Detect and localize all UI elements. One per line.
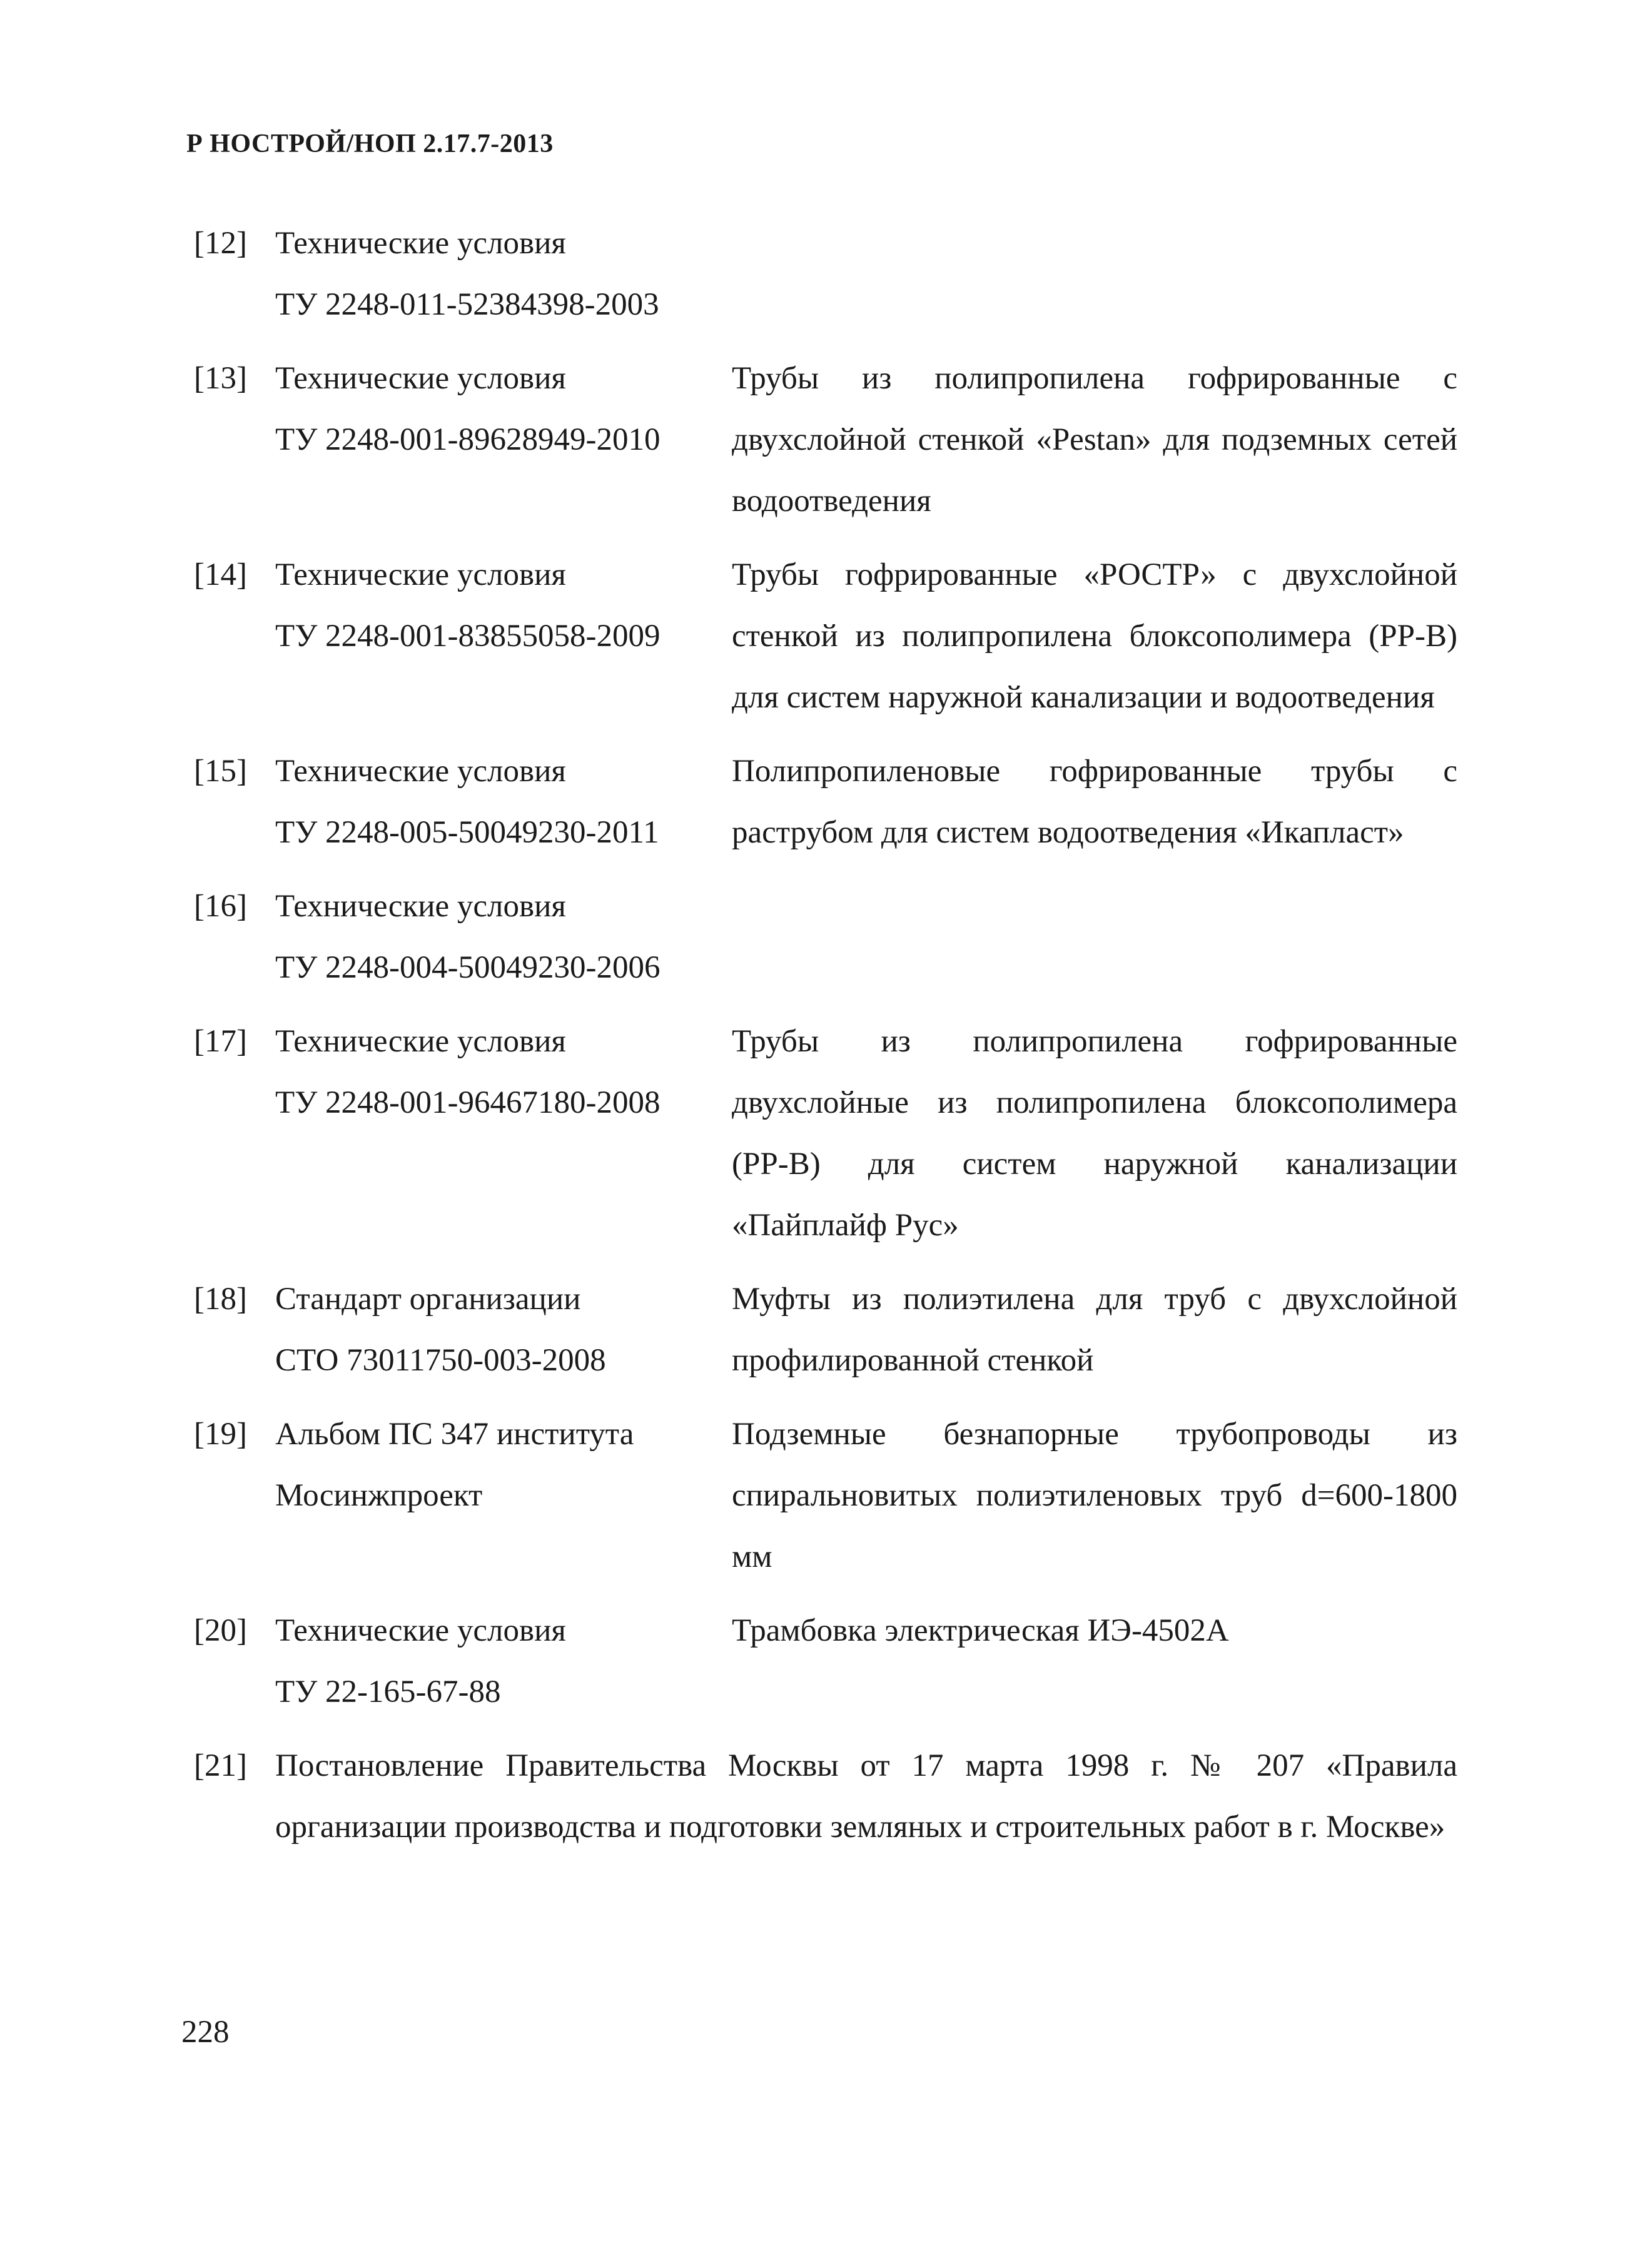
reference-doc-code: ТУ 2248-001-89628949-2010 <box>275 422 661 457</box>
reference-document <box>275 213 732 335</box>
reference-item <box>194 348 1457 532</box>
reference-doc-code: ТУ 2248-004-50049230-2006 <box>275 950 661 985</box>
reference-number: [15] <box>194 754 247 789</box>
reference-item-full-width <box>194 1735 1457 1858</box>
reference-doc-title: Технические условия <box>275 361 566 396</box>
reference-document <box>275 1600 732 1723</box>
reference-doc-title: Технические условия <box>275 1024 566 1059</box>
reference-number: [14] <box>194 557 247 592</box>
reference-doc-title: Альбом ПС 347 института <box>275 1417 634 1452</box>
reference-description: Трамбовка электрическая ИЭ-4502А <box>732 1613 1229 1648</box>
reference-doc-title: Технические условия <box>275 889 566 924</box>
reference-item <box>194 1404 1457 1587</box>
reference-item <box>194 544 1457 728</box>
reference-item <box>194 1011 1457 1256</box>
reference-number: [20] <box>194 1613 247 1648</box>
reference-item <box>194 1600 1457 1723</box>
reference-document <box>275 544 732 728</box>
reference-number: [19] <box>194 1417 247 1452</box>
reference-description: Трубы из полипропилена гофрированные с двухслойной стенкой «Pestan» для подземных сетей водоотведения <box>732 361 1457 519</box>
reference-doc-code: ТУ 2248-011-52384398-2003 <box>275 287 659 322</box>
reference-document <box>275 741 732 863</box>
reference-document <box>275 1268 732 1391</box>
reference-document <box>275 1011 732 1256</box>
reference-doc-code: Мосинжпроект <box>275 1478 483 1513</box>
reference-doc-title: Стандарт организации <box>275 1282 581 1317</box>
reference-doc-code: ТУ 2248-001-83855058-2009 <box>275 619 661 654</box>
reference-document <box>275 1404 732 1587</box>
reference-document <box>275 876 732 998</box>
reference-description: Подземные безнапорные трубопроводы из спиральновитых полиэтиленовых труб d=600-1800 мм <box>732 1417 1457 1574</box>
reference-number: [18] <box>194 1282 247 1317</box>
reference-doc-code: ТУ 22-165-67-88 <box>275 1674 501 1709</box>
reference-description: Муфты из полиэтилена для труб с двухслойной профилированной стенкой <box>732 1282 1457 1378</box>
reference-number: [21] <box>194 1748 247 1783</box>
reference-doc-code: ТУ 2248-005-50049230-2011 <box>275 815 659 850</box>
page-header-doc-code: Р НОСТРОЙ/НОП 2.17.7-2013 <box>186 129 554 158</box>
page-number: 228 <box>181 2015 230 2050</box>
reference-number: [16] <box>194 889 247 924</box>
reference-full-text: Постановление Правительства Москвы от 17 марта 1998 г. № 207 «Правила организации производства и подготовки земляных и строительных работ в г. Москве» <box>275 1748 1457 1845</box>
reference-description <box>732 876 1457 998</box>
reference-description: Полипропиленовые гофрированные трубы с раструбом для систем водоотведения «Икапласт» <box>732 754 1457 850</box>
reference-description: Трубы из полипропилена гофрированные двухслойные из полипропилена блоксополимера (PP-B) для систем наружной канализации «Пайплайф Рус» <box>732 1024 1457 1243</box>
reference-number: [17] <box>194 1024 247 1059</box>
reference-doc-title: Технические условия <box>275 754 566 789</box>
reference-item <box>194 1268 1457 1391</box>
reference-doc-code: ТУ 2248-001-96467180-2008 <box>275 1085 661 1120</box>
reference-description <box>732 213 1457 335</box>
reference-number: [13] <box>194 361 247 396</box>
reference-list <box>194 213 1457 1870</box>
reference-item <box>194 876 1457 998</box>
reference-doc-title: Технические условия <box>275 1613 566 1648</box>
reference-doc-code: СТО 73011750-003-2008 <box>275 1343 606 1378</box>
reference-item <box>194 741 1457 863</box>
reference-description: Трубы гофрированные «РОСТР» с двухслойной стенкой из полипропилена блоксополимера (PP-B) для систем наружной канализации и водоотведения <box>732 557 1457 715</box>
reference-doc-title: Технические условия <box>275 557 566 592</box>
reference-document <box>275 348 732 532</box>
reference-item <box>194 213 1457 335</box>
reference-doc-title: Технические условия <box>275 226 566 261</box>
reference-number: [12] <box>194 226 247 261</box>
